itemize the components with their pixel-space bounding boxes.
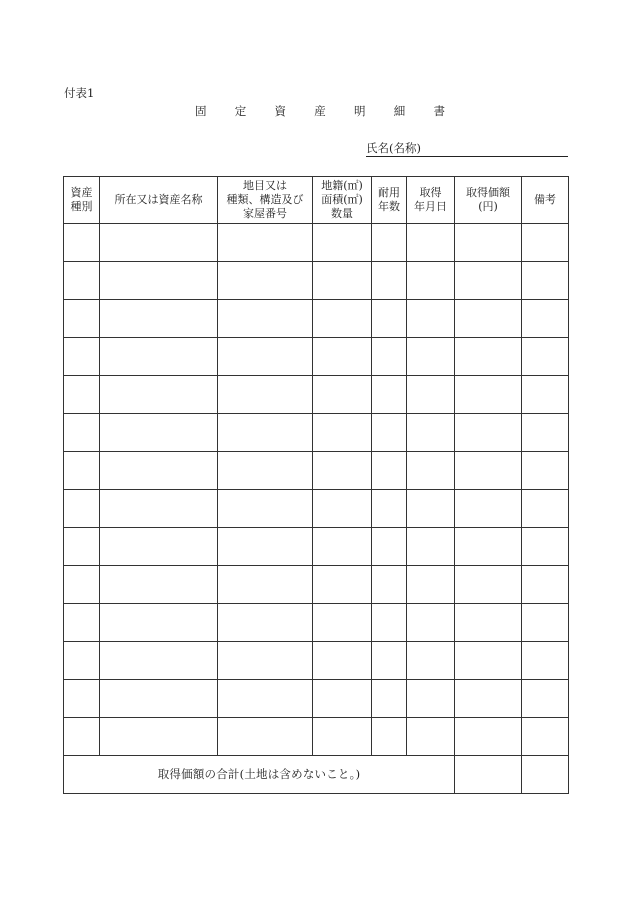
asset-type-cell[interactable] bbox=[64, 262, 100, 300]
asset-type-cell[interactable] bbox=[64, 376, 100, 414]
acquisition-cost-cell[interactable] bbox=[455, 338, 522, 376]
structure-cell[interactable] bbox=[218, 224, 313, 262]
table-row bbox=[64, 376, 569, 414]
document-title bbox=[195, 103, 445, 119]
location-cell[interactable] bbox=[100, 680, 218, 718]
acquisition-date-cell[interactable] bbox=[407, 642, 455, 680]
table-row bbox=[64, 338, 569, 376]
location-cell[interactable] bbox=[100, 604, 218, 642]
useful-life-cell[interactable] bbox=[372, 224, 407, 262]
location-cell[interactable] bbox=[100, 300, 218, 338]
acquisition-date-cell[interactable] bbox=[407, 376, 455, 414]
acquisition-date-cell[interactable] bbox=[407, 528, 455, 566]
asset-type-cell[interactable] bbox=[64, 338, 100, 376]
header-location-or-name: 所在又は資産名称 bbox=[100, 177, 218, 224]
total-row bbox=[64, 756, 569, 794]
location-cell[interactable] bbox=[100, 224, 218, 262]
acquisition-date-cell[interactable] bbox=[407, 452, 455, 490]
area-cell[interactable] bbox=[313, 262, 372, 300]
header-acquisition-date: 取得 年月日 bbox=[407, 177, 455, 224]
acquisition-cost-cell[interactable] bbox=[455, 718, 522, 756]
ledger-body bbox=[64, 224, 569, 756]
structure-cell[interactable] bbox=[218, 414, 313, 452]
acquisition-date-cell[interactable] bbox=[407, 566, 455, 604]
acquisition-date-cell[interactable] bbox=[407, 490, 455, 528]
title-char: 書 bbox=[433, 104, 445, 118]
asset-type-cell[interactable] bbox=[64, 718, 100, 756]
acquisition-cost-cell[interactable] bbox=[455, 528, 522, 566]
asset-type-cell[interactable] bbox=[64, 642, 100, 680]
location-cell[interactable] bbox=[100, 642, 218, 680]
useful-life-cell[interactable] bbox=[372, 718, 407, 756]
area-cell[interactable] bbox=[313, 490, 372, 528]
total-label-cell bbox=[64, 756, 455, 794]
acquisition-cost-cell[interactable] bbox=[455, 452, 522, 490]
useful-life-cell[interactable] bbox=[372, 642, 407, 680]
remarks-cell[interactable] bbox=[522, 262, 569, 300]
remarks-cell[interactable] bbox=[522, 604, 569, 642]
acquisition-date-cell[interactable] bbox=[407, 338, 455, 376]
acquisition-cost-cell[interactable] bbox=[455, 642, 522, 680]
location-cell[interactable] bbox=[100, 566, 218, 604]
remarks-cell[interactable] bbox=[522, 566, 569, 604]
name-field[interactable] bbox=[366, 140, 568, 157]
table-row bbox=[64, 262, 569, 300]
area-cell[interactable] bbox=[313, 604, 372, 642]
acquisition-cost-cell[interactable] bbox=[455, 490, 522, 528]
remarks-cell[interactable] bbox=[522, 338, 569, 376]
useful-life-cell[interactable] bbox=[372, 262, 407, 300]
structure-cell[interactable] bbox=[218, 680, 313, 718]
asset-type-cell[interactable] bbox=[64, 528, 100, 566]
useful-life-cell[interactable] bbox=[372, 414, 407, 452]
remarks-cell[interactable] bbox=[522, 490, 569, 528]
acquisition-cost-cell[interactable] bbox=[455, 680, 522, 718]
acquisition-cost-cell[interactable] bbox=[455, 604, 522, 642]
acquisition-date-cell[interactable] bbox=[407, 262, 455, 300]
total-remarks-cell[interactable] bbox=[522, 756, 569, 794]
area-cell[interactable] bbox=[313, 566, 372, 604]
structure-cell[interactable] bbox=[218, 490, 313, 528]
asset-type-cell[interactable] bbox=[64, 414, 100, 452]
useful-life-cell[interactable] bbox=[372, 604, 407, 642]
structure-cell[interactable] bbox=[218, 718, 313, 756]
asset-type-cell[interactable] bbox=[64, 224, 100, 262]
location-cell[interactable] bbox=[100, 490, 218, 528]
acquisition-date-cell[interactable] bbox=[407, 414, 455, 452]
title-char: 明 bbox=[354, 104, 366, 118]
area-cell[interactable] bbox=[313, 718, 372, 756]
remarks-cell[interactable] bbox=[522, 224, 569, 262]
asset-ledger-table bbox=[63, 176, 569, 794]
asset-type-cell[interactable] bbox=[64, 490, 100, 528]
location-cell[interactable] bbox=[100, 376, 218, 414]
location-cell[interactable] bbox=[100, 528, 218, 566]
acquisition-date-cell[interactable] bbox=[407, 680, 455, 718]
useful-life-cell[interactable] bbox=[372, 338, 407, 376]
table-row bbox=[64, 642, 569, 680]
acquisition-date-cell[interactable] bbox=[407, 718, 455, 756]
total-label: 取得価額の合計(土地は含めないこと。) bbox=[157, 767, 361, 781]
header-asset-type: 資産 種別 bbox=[64, 177, 100, 224]
name-label: 氏名(名称) bbox=[366, 141, 421, 155]
useful-life-cell[interactable] bbox=[372, 490, 407, 528]
area-cell[interactable] bbox=[313, 642, 372, 680]
acquisition-date-cell[interactable] bbox=[407, 604, 455, 642]
remarks-cell[interactable] bbox=[522, 300, 569, 338]
location-cell[interactable] bbox=[100, 414, 218, 452]
structure-cell[interactable] bbox=[218, 604, 313, 642]
asset-type-cell[interactable] bbox=[64, 604, 100, 642]
location-cell[interactable] bbox=[100, 718, 218, 756]
area-cell[interactable] bbox=[313, 680, 372, 718]
table-row bbox=[64, 680, 569, 718]
acquisition-cost-cell[interactable] bbox=[455, 376, 522, 414]
table-row bbox=[64, 490, 569, 528]
structure-cell[interactable] bbox=[218, 300, 313, 338]
table-row bbox=[64, 604, 569, 642]
header-useful-life: 耐用 年数 bbox=[372, 177, 407, 224]
title-char: 資 bbox=[274, 104, 286, 118]
table-row bbox=[64, 718, 569, 756]
asset-type-cell[interactable] bbox=[64, 680, 100, 718]
area-cell[interactable] bbox=[313, 452, 372, 490]
area-cell[interactable] bbox=[313, 338, 372, 376]
structure-cell[interactable] bbox=[218, 338, 313, 376]
title-char: 固 bbox=[195, 104, 207, 118]
useful-life-cell[interactable] bbox=[372, 680, 407, 718]
area-cell[interactable] bbox=[313, 376, 372, 414]
header-acquisition-cost: 取得価額 (円) bbox=[455, 177, 522, 224]
useful-life-cell[interactable] bbox=[372, 452, 407, 490]
remarks-cell[interactable] bbox=[522, 376, 569, 414]
remarks-cell[interactable] bbox=[522, 414, 569, 452]
header-remarks: 備考 bbox=[522, 177, 569, 224]
useful-life-cell[interactable] bbox=[372, 528, 407, 566]
area-cell[interactable] bbox=[313, 528, 372, 566]
area-cell[interactable] bbox=[313, 224, 372, 262]
structure-cell[interactable] bbox=[218, 642, 313, 680]
asset-type-cell[interactable] bbox=[64, 300, 100, 338]
acquisition-date-cell[interactable] bbox=[407, 300, 455, 338]
location-cell[interactable] bbox=[100, 452, 218, 490]
remarks-cell[interactable] bbox=[522, 642, 569, 680]
acquisition-cost-cell[interactable] bbox=[455, 300, 522, 338]
table-row bbox=[64, 224, 569, 262]
acquisition-cost-cell[interactable] bbox=[455, 566, 522, 604]
useful-life-cell[interactable] bbox=[372, 300, 407, 338]
location-cell[interactable] bbox=[100, 262, 218, 300]
remarks-cell[interactable] bbox=[522, 718, 569, 756]
structure-cell[interactable] bbox=[218, 528, 313, 566]
structure-cell[interactable] bbox=[218, 566, 313, 604]
table-row bbox=[64, 528, 569, 566]
title-char: 定 bbox=[234, 104, 247, 118]
acquisition-cost-cell[interactable] bbox=[455, 262, 522, 300]
table-row bbox=[64, 566, 569, 604]
area-cell[interactable] bbox=[313, 300, 372, 338]
title-char: 細 bbox=[393, 104, 406, 118]
title-char: 産 bbox=[314, 104, 326, 118]
remarks-cell[interactable] bbox=[522, 680, 569, 718]
header-row bbox=[64, 177, 569, 224]
asset-type-cell[interactable] bbox=[64, 452, 100, 490]
useful-life-cell[interactable] bbox=[372, 566, 407, 604]
header-land-category-structure: 地目又は 種類、構造及び 家屋番号 bbox=[218, 177, 313, 224]
acquisition-cost-cell[interactable] bbox=[455, 414, 522, 452]
acquisition-cost-cell[interactable] bbox=[455, 224, 522, 262]
table-row bbox=[64, 300, 569, 338]
useful-life-cell[interactable] bbox=[372, 376, 407, 414]
structure-cell[interactable] bbox=[218, 452, 313, 490]
appendix-label: 付表1 bbox=[64, 86, 95, 100]
asset-type-cell[interactable] bbox=[64, 566, 100, 604]
structure-cell[interactable] bbox=[218, 376, 313, 414]
acquisition-date-cell[interactable] bbox=[407, 224, 455, 262]
total-cost-cell[interactable] bbox=[455, 756, 522, 794]
structure-cell[interactable] bbox=[218, 262, 313, 300]
area-cell[interactable] bbox=[313, 414, 372, 452]
location-cell[interactable] bbox=[100, 338, 218, 376]
table-row bbox=[64, 452, 569, 490]
table-row bbox=[64, 414, 569, 452]
remarks-cell[interactable] bbox=[522, 528, 569, 566]
remarks-cell[interactable] bbox=[522, 452, 569, 490]
header-area-quantity: 地籍(㎡) 面積(㎡) 数量 bbox=[313, 177, 372, 224]
